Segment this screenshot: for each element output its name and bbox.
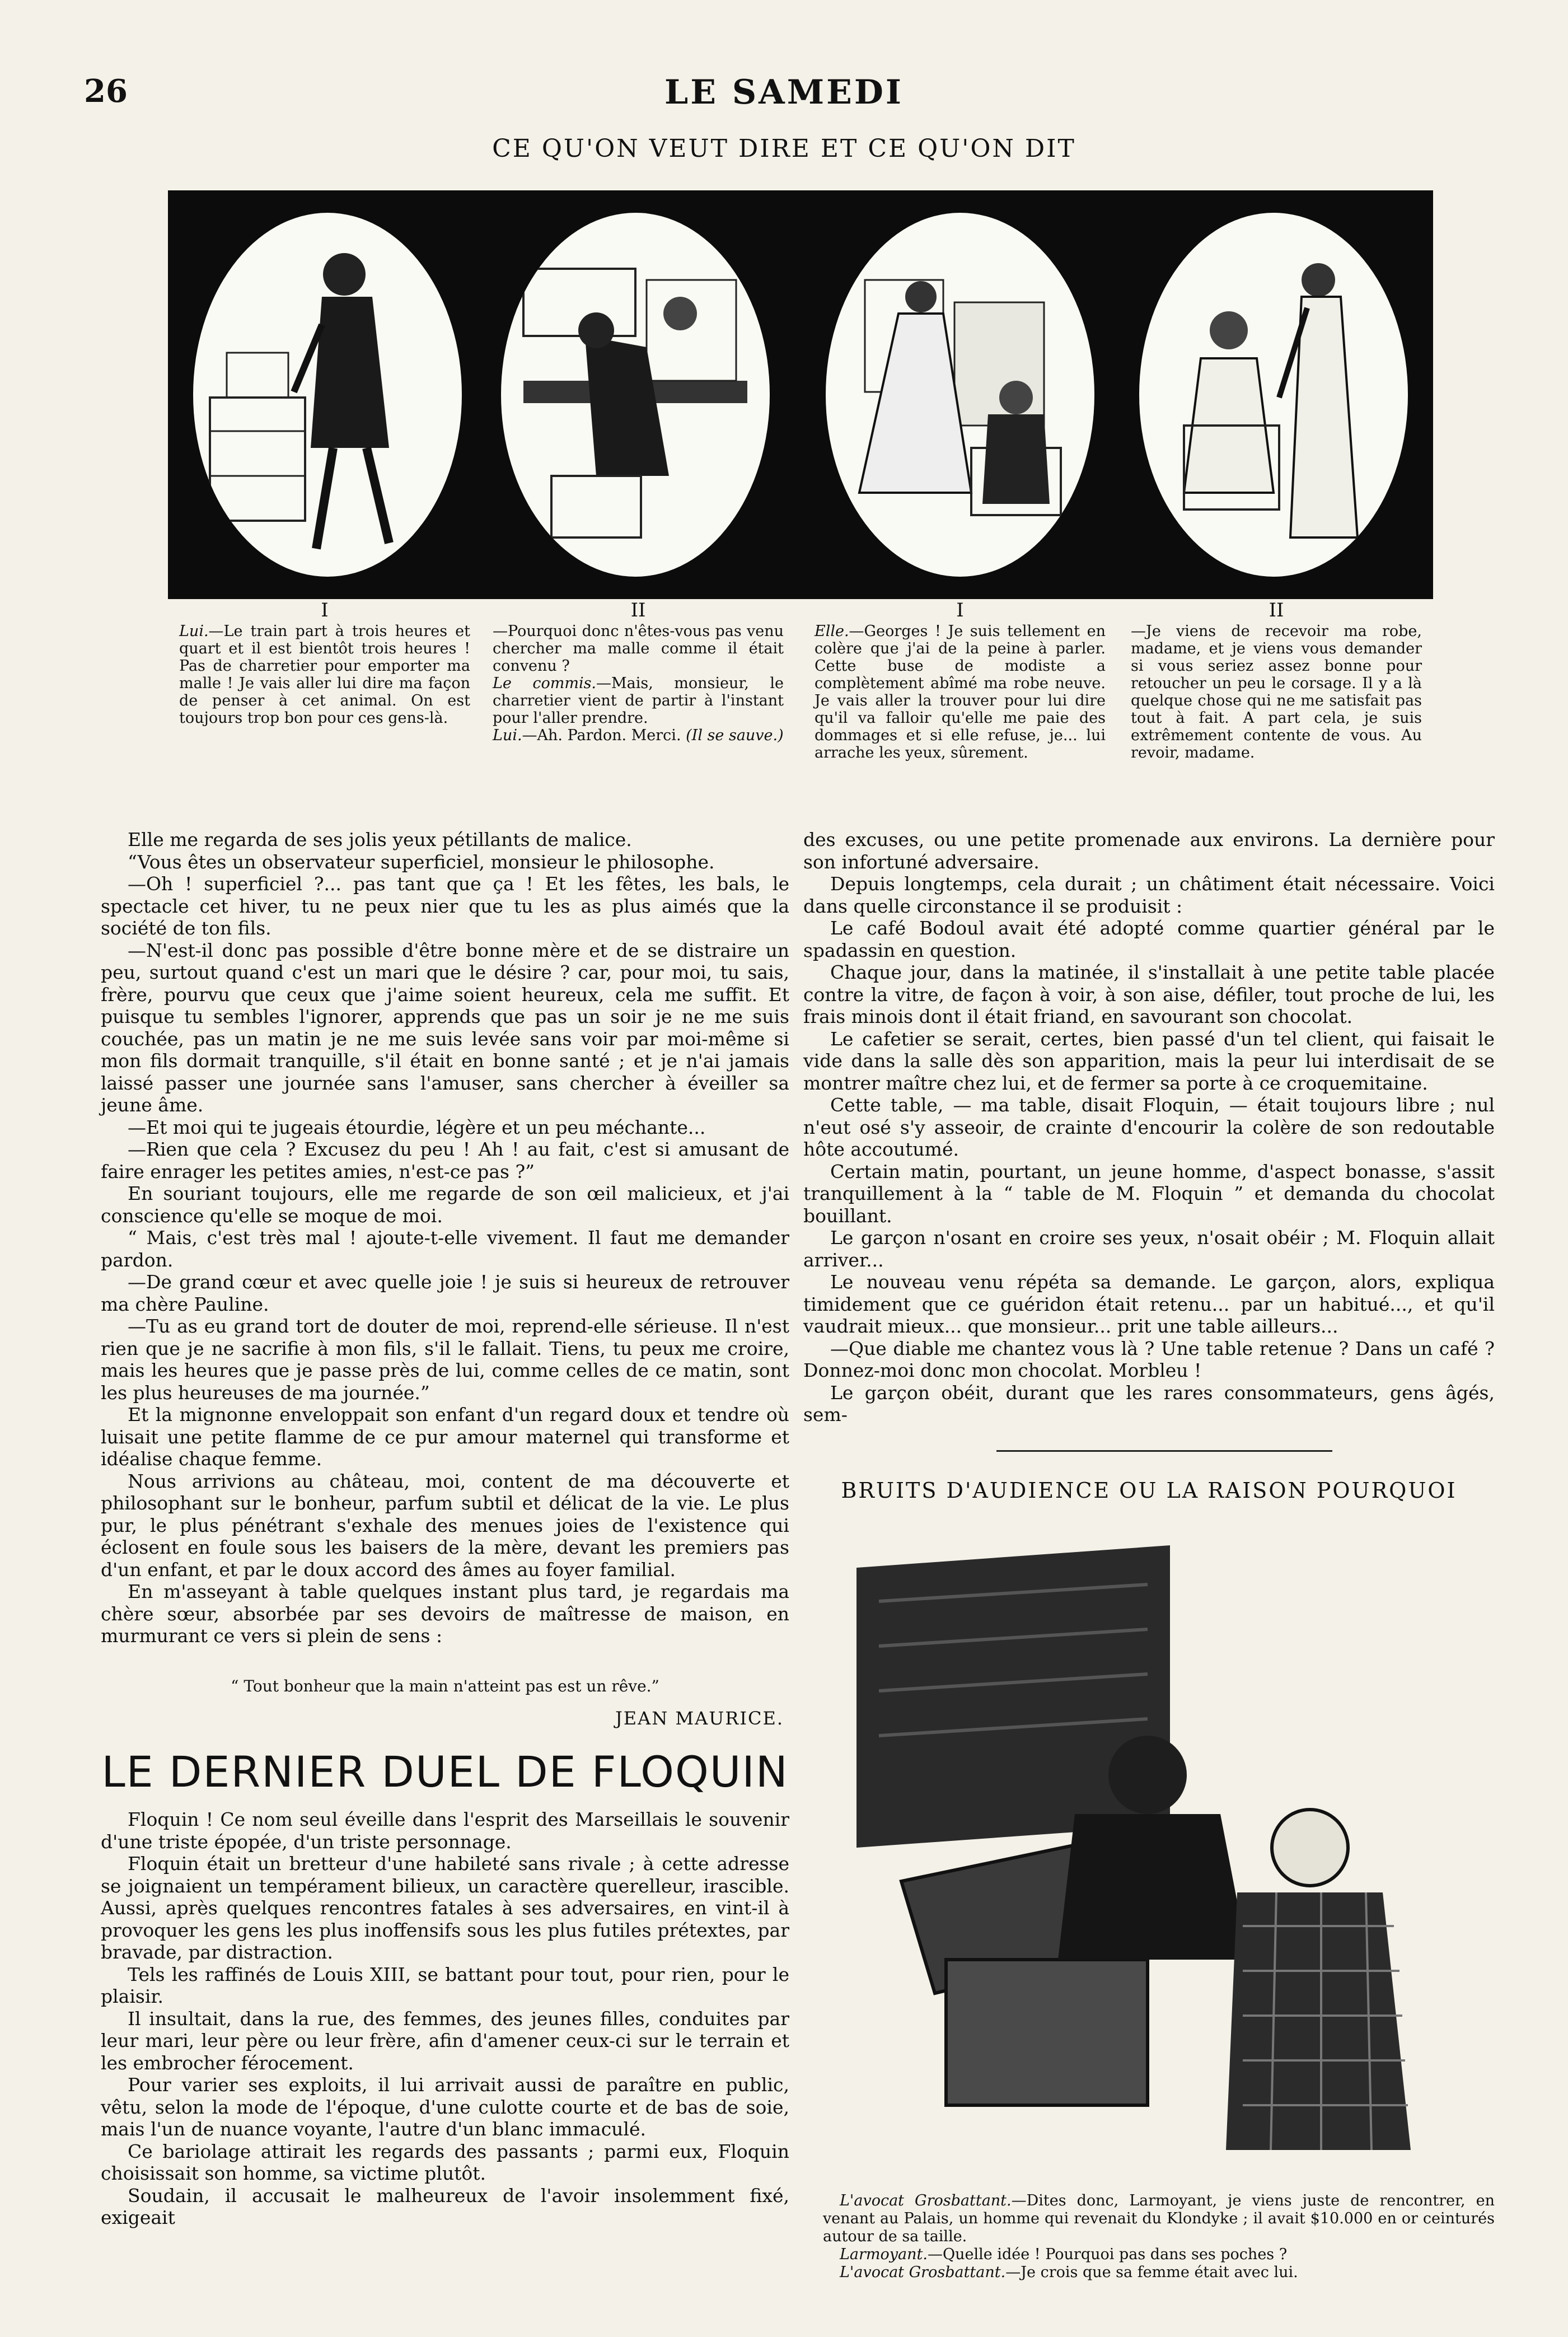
paragraph: Le café Bodoul avait été adopté comme quartier général par le spadassin en question.	[803, 917, 1495, 961]
paragraph: Le garçon n'osant en croire ses yeux, n'osait obéir ; M. Floquin allait arriver...	[803, 1227, 1495, 1271]
paragraph: Nous arrivions au château, moi, content de ma découverte et philosophant sur le bonheur, parfum subtil et délicat de la vie. Le plus pur, le plus pénétrant s'exhale des menues joies de l'existence qui éclosent en foule sous les baisers de la mère, devant les premiers pas d'un enfant, et par le doux accord des âmes au foyer familial.	[101, 1470, 789, 1581]
caption-numeral: I	[956, 599, 964, 621]
paragraph: Chaque jour, dans la matinée, il s'installait à une petite table placée contre la vitre, de façon à voir, à son aise, défiler, tout proche de lui, les frais minois dont il était friand, en savourant son chocolat.	[803, 961, 1495, 1027]
cartoon-panel-4	[1128, 207, 1419, 582]
traveler-with-trunk-drawing	[193, 213, 462, 577]
caption-line	[823, 2264, 1495, 2282]
caption-speaker: Le commis.	[493, 675, 597, 692]
cartoon-strip	[168, 190, 1433, 599]
paragraph: “ Mais, c'est très mal ! ajoute-t-elle vivement. Il faut me demander pardon.	[101, 1227, 789, 1271]
caption-panel-4	[1131, 599, 1422, 761]
caption-text: —Mais, monsieur, le charretier vient de partir à l'instant pour l'aller prendre.	[493, 675, 784, 727]
illustration-caption	[823, 2192, 1495, 2282]
paragraph: —Et moi qui te jugeais étourdie, légère et un peu méchante...	[128, 1116, 706, 1138]
office-counter-drawing	[501, 213, 770, 577]
paragraph: Floquin était un bretteur d'une habileté sans rivale ; à cette adresse se joignaient un tempérament bilieux, un caractère querelleur, irascible. Aussi, après quelques rencontres fatales à ses adversaires, en vint-il à provoquer les gens les plus inoffensifs sous les plus futiles prétextes, par bravade, par distraction.	[101, 1853, 789, 1963]
paragraph: Il insultait, dans la rue, des femmes, des jeunes filles, conduites par leur mari, leur père ou leur frère, afin d'amener ceux-ci sur le terrain et les embrocher férocement.	[101, 2007, 789, 2074]
paragraph: Tels les raffinés de Louis XIII, se battant pour tout, pour rien, pour le plaisir.	[101, 1963, 789, 2007]
milliner-shop-drawing	[1139, 213, 1408, 577]
paragraph: Le cafetier se serait, certes, bien passé d'un tel client, qui faisait le vide dans la salle dès son apparition, mais la peur lui interdisait de se montrer maître chez lui, et de fermer sa porte à ce croquemitaine.	[803, 1027, 1495, 1094]
paragraph: —Rien que cela ? Excusez du peu ! Ah ! au fait, c'est si amusant de faire enrager les petites amies, n'est-ce pas ?”	[101, 1138, 789, 1182]
caption-line	[823, 2192, 1495, 2246]
caption-speaker: Larmoyant.	[840, 2246, 928, 2263]
caption-text: —Dites donc, Larmoyant, je viens juste de rencontrer, en venant au Palais, un homme qui revenait du Klondyke ; il avait $10.000 en or ceinturés autour de sa taille.	[823, 2192, 1495, 2245]
section-divider	[996, 1450, 1332, 1452]
paragraph: Certain matin, pourtant, un jeune homme, d'aspect bonasse, s'assit tranquillement à la “ table de M. Floquin ” et demanda du chocolat bouillant.	[803, 1160, 1495, 1227]
caption-text: —Le train part à trois heures et quart et il est bientôt trois heures ! Pas de charretier pour emporter ma malle ! Je vais aller lui dire ma façon de penser à cet animal. On est toujours trop bon pour ces gens-là.	[179, 623, 470, 727]
paragraph: —N'est-il donc pas possible d'être bonne mère et de se distraire un peu, surtout quand c'est un mari que le désire ? car, pour moi, tu sais, frère, pourvu que ceux que j'aime soient heureux, cela me suffit. Et puisque tu sembles l'ignorer, apprends que pas un soir je ne me suis couchée, pas un matin je ne me suis levée sans voir par moi-même si mon fils dormait tranquille, s'il était en bonne santé ; et je n'ai jamais laissé passer une journée sans l'amuser, sans chercher à éveiller sa jeune âme.	[101, 939, 789, 1116]
caption-numeral: II	[630, 599, 646, 621]
caption-panel-1	[179, 599, 470, 727]
caption-text: —Pourquoi donc n'êtes-vous pas venu chercher ma malle comme il était convenu ?	[493, 623, 784, 675]
paragraph: —De grand cœur et avec quelle joie ! je suis si heureux de retrouver ma chère Pauline.	[101, 1271, 789, 1315]
left-column-story	[101, 829, 789, 1647]
cartoon-panel-3	[815, 207, 1106, 582]
paragraph: Et la mignonne enveloppait son enfant d'un regard doux et tendre où luisait une petite flamme de ce pur amour maternel qui transforme et idéalise chaque femme.	[101, 1404, 789, 1470]
caption-speaker: L'avocat Grosbattant.	[840, 2192, 1012, 2209]
caption-numeral: I	[321, 599, 329, 621]
verse-quote: “ Tout bonheur que la main n'atteint pas est un rêve.”	[231, 1677, 659, 1695]
caption-speaker: L'avocat Grosbattant.	[840, 2264, 1006, 2281]
caption-panel-2	[493, 599, 784, 744]
paragraph: —Tu as eu grand tort de douter de moi, reprend-elle sérieuse. Il n'est rien que je ne sacrifie à mon fils, s'il le fallait. Tiens, tu peux me croire, mais les heures que je passe près de lui, comme celles de ce matin, sont les plus heureuses de ma journée.”	[101, 1315, 789, 1404]
cartoon-panel-2	[490, 207, 781, 582]
paragraph: Floquin ! Ce nom seul éveille dans l'esprit des Marseillais le souvenir d'une triste épopée, d'un triste personnage.	[101, 1808, 789, 1853]
paragraph: “Vous êtes un observateur superficiel, monsieur le philosophe.	[128, 850, 715, 873]
author-signature: JEAN MAURICE.	[615, 1708, 784, 1729]
illustration-title: BRUITS D'AUDIENCE OU LA RAISON POURQUOI	[841, 1478, 1457, 1503]
caption-speaker: Elle.	[815, 623, 849, 640]
page-number: 26	[84, 73, 128, 110]
paragraph: —Que diable me chantez vous là ? Une table retenue ? Dans un café ? Donnez-moi donc mon chocolat. Morbleu !	[803, 1337, 1495, 1381]
article-title: LE DERNIER DUEL DE FLOQUIN	[101, 1747, 789, 1797]
caption-text: —Je viens de recevoir ma robe, madame, et je viens vous demander si vous seriez assez bonne pour retoucher un peu le corsage. Il y a là quelque chose qui ne me satisfait pas tout à fait. A part cela, je suis extrêmement contente de vous. Au revoir, madame.	[1131, 623, 1422, 761]
caption-line	[823, 2246, 1495, 2264]
masthead: LE SAMEDI	[664, 73, 904, 112]
paragraph: des excuses, ou une petite promenade aux environs. La dernière pour son infortuné adversaire.	[803, 829, 1495, 873]
cartoon-panel-1	[182, 207, 473, 582]
paragraph: En m'asseyant à table quelques instant plus tard, je regardais ma chère sœur, absorbée par ses devoirs de maîtresse de maison, en murmurant ce vers si plein de sens :	[101, 1581, 789, 1647]
caption-text: —Je crois que sa femme était avec lui.	[1005, 2264, 1298, 2281]
article-body-right	[803, 829, 1495, 1426]
paragraph: Elle me regarda de ses jolis yeux pétillants de malice.	[128, 829, 632, 850]
caption-stage-note: (Il se sauve.)	[686, 727, 784, 744]
caption-numeral: II	[1269, 599, 1284, 621]
caption-panel-3	[815, 599, 1106, 761]
paragraph: Le nouveau venu répéta sa demande. Le garçon, alors, expliqua timidement que ce guéridon était retenu... par un habitué..., et qu'il vaudrait mieux... que monsieur... prit une table ailleurs...	[803, 1271, 1495, 1337]
courtroom-illustration	[834, 1534, 1472, 2189]
paragraph: Soudain, il accusait le malheureux de l'avoir insolemment fixé, exigeait	[101, 2184, 789, 2228]
paragraph: Depuis longtemps, cela durait ; un châtiment était nécessaire. Voici dans quelle circonstance il se produisit :	[803, 873, 1495, 917]
paragraph: En souriant toujours, elle me regarde de son œil malicieux, et j'ai conscience qu'elle se moque de moi.	[101, 1182, 789, 1227]
article-body-left	[101, 1808, 789, 2229]
caption-speaker: Lui.	[179, 623, 209, 640]
paragraph: Cette table, — ma table, disait Floquin, — était toujours libre ; nul n'eut osé s'y asseoir, de crainte d'encourir la colère de son redoutable hôte accoutumé.	[803, 1094, 1495, 1160]
lawyers-drawing	[834, 1534, 1472, 2189]
caption-text: —Ah. Pardon. Merci.	[522, 727, 681, 744]
cartoon-title: CE QU'ON VEUT DIRE ET CE QU'ON DIT	[492, 134, 1076, 163]
caption-text: —Quelle idée ! Pourquoi pas dans ses poches ?	[927, 2246, 1288, 2263]
angry-wife-drawing	[826, 213, 1094, 577]
paragraph: Ce bariolage attirait les regards des passants ; parmi eux, Floquin choisissait son homme, sa victime plutôt.	[101, 2140, 789, 2184]
caption-text: —Georges ! Je suis tellement en colère que j'ai de la peine à parler. Cette buse de modiste a complètement abîmé ma robe neuve. Je vais aller la trouver pour lui dire qu'il va falloir qu'elle me paie des dommages et si elle refuse, je... lui arrache les yeux, sûrement.	[815, 623, 1106, 761]
paragraph: —Oh ! superficiel ?... pas tant que ça ! Et les fêtes, les bals, le spectacle cet hiver, tu ne peux nier que tu les as plus aimés que la société de ton fils.	[101, 873, 789, 939]
caption-speaker: Lui.	[493, 727, 522, 744]
cartoon-captions	[168, 599, 1433, 820]
paragraph: Le garçon obéit, durant que les rares consommateurs, gens âgés, sem-	[803, 1381, 1495, 1425]
paragraph: Pour varier ses exploits, il lui arrivait aussi de paraître en public, vêtu, selon la mode de l'époque, d'une culotte courte et de bas de soie, mais l'un de nuance voyante, l'autre d'un blanc immaculé.	[101, 2074, 789, 2140]
